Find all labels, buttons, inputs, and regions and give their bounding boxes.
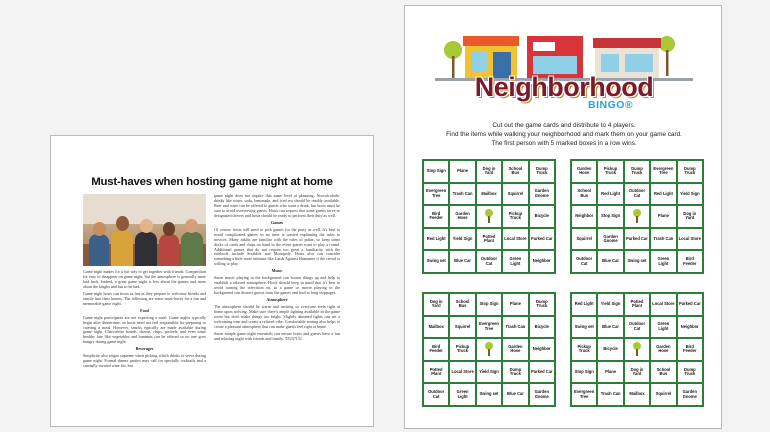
bingo-cell: Blue Car (597, 250, 623, 273)
bingo-cell: Green Light (650, 316, 676, 339)
bingo-cell: Dog in Yard (476, 160, 502, 183)
instruction-line: The first person with 5 marked boxes in a row wins. (491, 140, 637, 147)
bingo-cell: Garden Hose (449, 205, 475, 228)
bingo-cell: Garden Hose (571, 160, 597, 183)
bingo-cell: Bird Feeder (423, 205, 449, 228)
bingo-cell: Dump Truck (677, 160, 703, 183)
bingo-cell: Bird Feeder (677, 338, 703, 361)
beverages-paragraph: Simplicity also reigns supreme when picking which drinks to serve during game night. Formal dinner parties may call for specially cocktails and a carefully curated wine list, but (83, 353, 206, 369)
bingo-cell: Parked Car (624, 228, 650, 251)
bingo-cell: Neighbor (677, 316, 703, 339)
bingo-cell: Red Light (571, 293, 597, 316)
bingo-cell: Trash Can (449, 183, 475, 206)
bingo-cell: School Bus (650, 361, 676, 384)
bingo-cell: Squirrel (650, 383, 676, 406)
closing-paragraph: Some simple game night essentials can ensure hosts and guests have a fun and relaxing night with friends and family. TF237131 (214, 330, 340, 341)
bingo-cell: Evergreen Tree (423, 183, 449, 206)
games-heading: Games (270, 219, 284, 225)
bingo-cell: Neighbor (571, 205, 597, 228)
bingo-cell: Mailbox (423, 316, 449, 339)
food-paragraph: Game night participants are not expecting a meal. Game nights typically begin after dinnertime, so hosts need not feel responsible for preparing or catering a meal. However, snacks typically are made available during game night. Charcuterie boards, cheese, chips, pretzels, and even some healthy fare like vegetables and hummus can be offered so no one goes hungry during game night. (83, 314, 206, 345)
bingo-cell: Plane (650, 205, 676, 228)
bingo-card-1 (422, 159, 556, 274)
bingo-cell: Trash Can (502, 316, 528, 339)
bingo-cell: Bicycle (529, 316, 555, 339)
games-paragraph: Of course, hosts will need to pick games for the party as well. It's best to avoid complicated games so no time is wasted explaining the rules to novices. Many adults are familiar with the rules of poker, so keep some decks of cards and chips on hand in the event guests want to play a round. Additional games that do not require too great a familiarity with the rulebook include Scrabble and Monopoly. Hosts also can consider something a little more intimate like Cards Against Humanity if the crowd is willing to play. (214, 226, 340, 267)
bingo-cell: School Bus (502, 160, 528, 183)
beverages-heading: Beverages (135, 346, 154, 352)
bingo-cell: Plane (502, 293, 528, 316)
game-instructions (405, 121, 722, 148)
article-page (50, 135, 374, 427)
music-paragraph: Some music playing in the background can loosen things up and help to establish a relaxed atmosphere. Hosts should keep in mind that it's best to avoid turning the television on, as a game or movie playing in the background can distract guests from the games and lead to long stoppages. (214, 275, 340, 296)
bingo-cell: Pickup Truck (597, 160, 623, 183)
bingo-cell: Trash Can (597, 383, 623, 406)
bingo-cell: Potted Plant (476, 228, 502, 251)
bingo-cell: Pickup Truck (502, 205, 528, 228)
bingo-cell: Trash Can (650, 228, 676, 251)
brand-wordmark: Neighborhood (474, 72, 654, 102)
beverages-continued: game night does not require that same level of planning. Non-alcoholic drinks like water, soda, lemonade, and iced tea should be readily available. Beer and wine can be offered to guests who want a drink, but hosts must be sure to avoid overserving guests. Hosts can request that some guests serve as designated drivers and hosts should be ready to perform their duty as well. (214, 194, 340, 218)
bingo-cell: Dump Truck (529, 160, 555, 183)
bingo-cell: Local Store (449, 361, 475, 384)
bingo-cell: Mailbox (476, 183, 502, 206)
bingo-cell: Green Light (449, 383, 475, 406)
bingo-cell: Bird Feeder (677, 250, 703, 273)
bingo-cell: Swing set (624, 250, 650, 273)
intro-paragraph-1: Game night makes for a fun way to get together with friends. Competition for easy to disappear on game night, but the atmosphere is generally more laid back. Indeed, a great game night is less about the games and more about the laughs and fun to be had. (83, 270, 206, 289)
atmosphere-heading: Atmosphere (266, 297, 288, 303)
bingo-cell: Yield Sign (677, 183, 703, 206)
bingo-cell: Local Store (650, 293, 676, 316)
bingo-cell: Mailbox (624, 383, 650, 406)
bingo-cell: Parked Car (529, 361, 555, 384)
bingo-cell: Stop Sign (597, 205, 623, 228)
bingo-cell: Squirrel (502, 183, 528, 206)
bingo-page (404, 5, 722, 429)
food-heading: Food (140, 307, 149, 313)
bingo-cell: Stop Sign (423, 160, 449, 183)
bingo-cell: Outdoor Cat (624, 183, 650, 206)
bingo-card-2 (570, 159, 704, 274)
bingo-cell: Squirrel (449, 316, 475, 339)
bingo-cell: Red Light (650, 183, 676, 206)
bingo-cell: Bicycle (597, 338, 623, 361)
bingo-cell: Local Store (502, 228, 528, 251)
bingo-cell: Red Light (423, 228, 449, 251)
article-left-column (83, 270, 206, 420)
bingo-cell: Potted Plant (423, 361, 449, 384)
bingo-cell: Dump Truck (624, 160, 650, 183)
bingo-cell: Local Store (677, 228, 703, 251)
bingo-cell: Outdoor Cat (423, 383, 449, 406)
bingo-cell: Evergreen Tree (571, 383, 597, 406)
bingo-cell: Yield Sign (597, 293, 623, 316)
bingo-cell: Plane (449, 160, 475, 183)
instruction-line: Cut out the game cards and distribute to 4 players. (492, 122, 636, 129)
bingo-cell: Potted Plant (624, 293, 650, 316)
bingo-cell: Garden Gnome (677, 383, 703, 406)
bingo-cell: Swing set (476, 383, 502, 406)
game-night-photo (83, 194, 206, 266)
bingo-cell: Neighbor (529, 338, 555, 361)
bingo-cell: Plane (597, 361, 623, 384)
bingo-cell: Squirrel (571, 228, 597, 251)
bingo-cell: Evergreen Tree (476, 316, 502, 339)
bingo-cell: Dog in Yard (423, 293, 449, 316)
bingo-cell: School Bus (571, 183, 597, 206)
bingo-cell: Bicycle (529, 205, 555, 228)
bingo-cell: Pickup Truck (571, 338, 597, 361)
bingo-cell: Garden Hose (502, 338, 528, 361)
article-right-column (214, 194, 340, 420)
bingo-cell: School Bus (449, 293, 475, 316)
bingo-cell: Dog in Yard (677, 205, 703, 228)
bingo-cell: Green Light (502, 250, 528, 273)
bingo-cell: Pickup Truck (449, 338, 475, 361)
bingo-cell: Outdoor Cat (624, 316, 650, 339)
bingo-cell: Yield Sign (449, 228, 475, 251)
bingo-cell: Evergreen Tree (650, 160, 676, 183)
bingo-cell: Swing set (571, 316, 597, 339)
bingo-cell: Outdoor Cat (571, 250, 597, 273)
bingo-cell: Blue Car (449, 250, 475, 273)
bingo-cell: Bird Feeder (423, 338, 449, 361)
intro-paragraph-2: Game night hosts can focus as fun as they prepare to welcome friends and family into their homes. The following are some must-haves for a fun and memorable game night. (83, 290, 206, 306)
bingo-cell: Blue Car (597, 316, 623, 339)
bingo-cell: Stop Sign (571, 361, 597, 384)
bingo-cell: Red Light (597, 183, 623, 206)
bingo-cell: Parked Car (677, 293, 703, 316)
free-space-tree-icon (476, 338, 502, 361)
free-space-tree-icon (624, 205, 650, 228)
atmosphere-paragraph: The atmosphere should be warm and inviting so everyone feels right at home upon arriving. Make sure there's ample lighting available in the game room but don't make things too bright. Slightly dimmed lights can set a welcoming tone and create a relaxed vibe. Comfortable seating also helps to create a pleasant atmosphere that can make guests feel right at home. (214, 304, 340, 329)
bingo-cell: Dog in Yard (624, 361, 650, 384)
bingo-cell: Garden Gnome (529, 383, 555, 406)
bingo-cell: Garden Hose (650, 338, 676, 361)
free-space-tree-icon (476, 205, 502, 228)
bingo-cell: Yield Sign (476, 361, 502, 384)
bingo-cell: Parked Car (529, 228, 555, 251)
bingo-card-3 (422, 292, 556, 407)
bingo-cell: Garden Gnome (529, 183, 555, 206)
free-space-tree-icon (624, 338, 650, 361)
article-title: Must-haves when hosting game night at home (91, 176, 333, 188)
bingo-cell: Stop Sign (476, 293, 502, 316)
bingo-cell: Green Light (650, 250, 676, 273)
bingo-cell: Dump Truck (502, 361, 528, 384)
bingo-cell: Dump Truck (677, 361, 703, 384)
bingo-cell: Swing set (423, 250, 449, 273)
instruction-line: Find the items while walking your neighborhood and mark them on your game card. (446, 131, 682, 138)
music-heading: Music (271, 268, 283, 274)
bingo-wordmark: BINGO® (588, 99, 634, 111)
bingo-cell: Dump Truck (529, 293, 555, 316)
bingo-cell: Blue Car (502, 383, 528, 406)
bingo-cell: Outdoor Cat (476, 250, 502, 273)
bingo-cell: Neighbor (529, 250, 555, 273)
bingo-cell: Garden Gnome (597, 228, 623, 251)
bingo-card-4 (570, 292, 704, 407)
